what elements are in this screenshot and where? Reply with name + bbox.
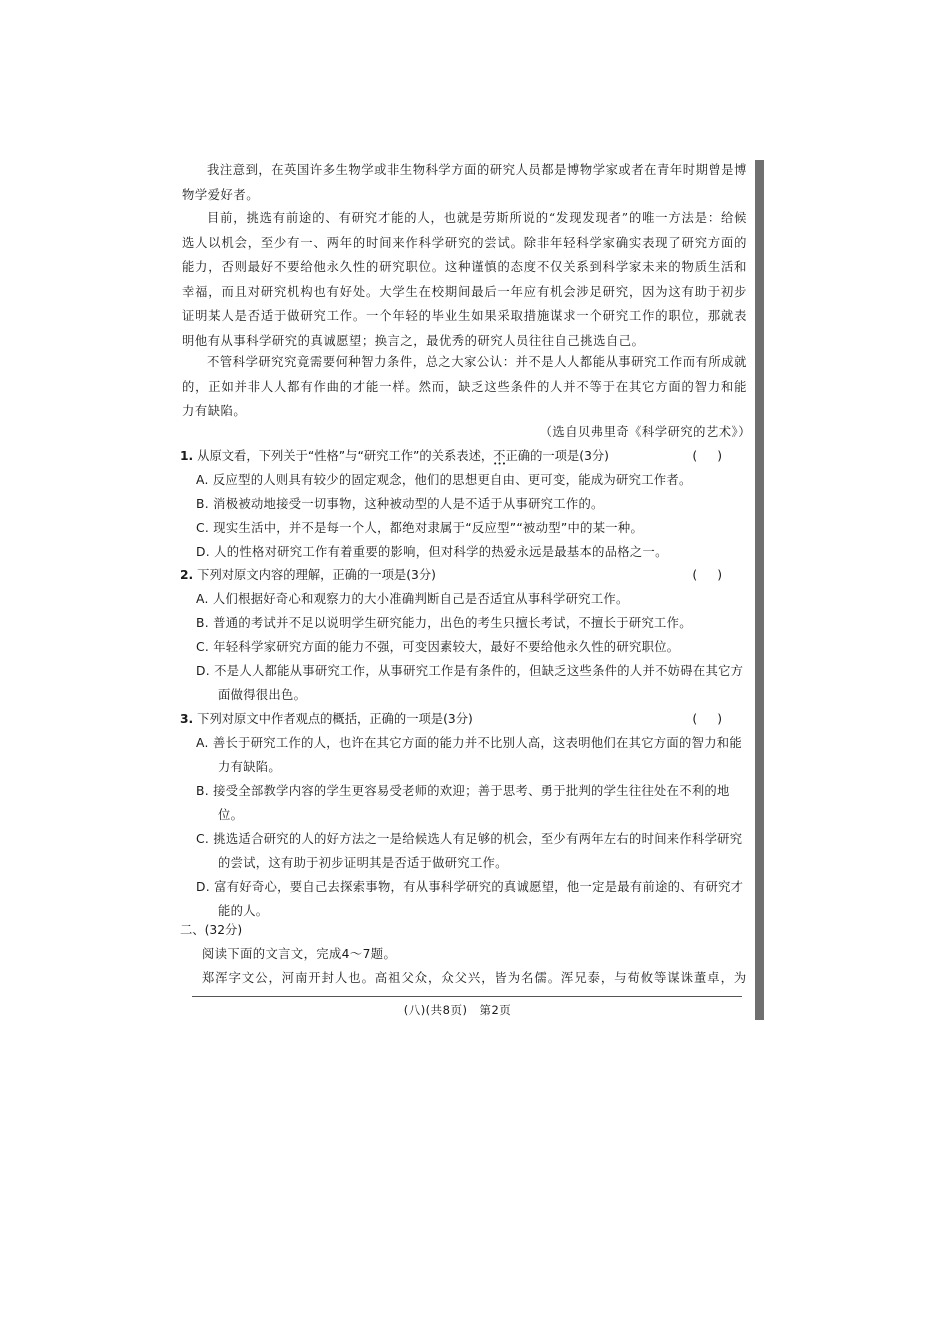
option-c: C. 现实生活中，并不是每一个人，都绝对隶属于“反应型”“被动型”中的某一种。 — [196, 521, 644, 535]
scan-binding-edge — [755, 160, 764, 1020]
option-a: A. 反应型的人则具有较少的固定观念，他们的思想更自由、更可变，能成为研究工作者。 — [196, 473, 692, 487]
option-d: D. 人的性格对研究工作有着重要的影响，但对科学的热爱永远是最基本的品格之一。 — [196, 545, 668, 559]
passage-paragraph-3: 不管科学研究究竟需要何种智力条件，总之大家公认：并不是人人都能从事研究工作而有所成就的，正如并非人人都有作曲的才能一样。然而，缺乏这些条件的人并不等于在其它方面的智力和能力有缺陷。 — [182, 355, 747, 418]
question-number: 2. — [180, 568, 194, 582]
passage-paragraph-1: 我注意到，在英国许多生物学或非生物科学方面的研究人员都是博物学家或者在青年时期曾是博物学爱好者。 — [182, 163, 747, 202]
question-number: 1. — [180, 449, 194, 463]
question-1 — [180, 444, 750, 564]
emphasized-text: 不正确 • • • — [493, 444, 530, 468]
answer-blank: () — [692, 449, 742, 463]
option-c: C. 年轻科学家研究方面的能力不强，可变因素较大，最好不要给他永久性的研究职位。 — [196, 640, 680, 654]
section-heading: 二、(32分) — [180, 923, 243, 937]
page-footer: (八)(共8页) 第2页 — [403, 1003, 512, 1017]
option-d: D. 富有好奇心，要自己去探索事物，有从事科学研究的真诚愿望，他一定是最有前途的、有研究才能的人。 — [196, 880, 744, 918]
option-a: A. 善长于研究工作的人，也许在其它方面的能力并不比别人高，这表明他们在其它方面的智力和能力有缺陷。 — [196, 736, 742, 774]
question-2 — [180, 563, 750, 707]
option-b: B. 消极被动地接受一切事物，这种被动型的人是不适于从事研究工作的。 — [196, 497, 604, 511]
question-stem — [180, 707, 750, 731]
passage-paragraph-2: 目前，挑选有前途的、有研究才能的人，也就是劳斯所说的“发现发现者”的唯一方法是：给候选人以机会，至少有一、两年的时间来作科学研究的尝试。除非年轻科学家确实表现了研究方面的能力，否则最好不要给他永久性的研究职位。这种谨慎的态度不仅关系到科学家未来的物质生活和幸福，而且对研究机构也有好处。大学生在校期间最后一年应有机会涉足研究，因为这有助于初步证明某人是否适于做研究工作。一个年轻的毕业生如果采取措施谋求一个研究工作的职位，那就表明他有从事科学研究的真诚愿望；换言之，最优秀的研究人员往往自己挑选自己。 — [182, 211, 747, 348]
stem-text: 下列对原文中作者观点的概括，正确的一项是(3分) — [197, 712, 473, 726]
stem-text-tail: 的一项是(3分) — [530, 449, 609, 463]
question-stem — [180, 563, 750, 587]
stem-text: 下列对原文内容的理解，正确的一项是(3分) — [197, 568, 436, 582]
option-b: B. 接受全部教学内容的学生更容易受老师的欢迎；善于思考、勇于批判的学生往往处在不利的地位。 — [196, 784, 730, 822]
answer-blank: () — [692, 568, 742, 582]
option-a: A. 人们根据好奇心和观察力的大小准确判断自己是否适宜从事科学研究工作。 — [196, 592, 629, 606]
option-b: B. 普通的考试并不足以说明学生研究能力，出色的考生只擅长考试，不擅长于研究工作。 — [196, 616, 692, 630]
question-stem — [180, 444, 750, 468]
footer-divider — [192, 996, 742, 997]
question-number: 3. — [180, 712, 194, 726]
exam-page — [160, 150, 755, 1020]
answer-blank: () — [692, 712, 742, 726]
passage-source: （选自贝弗里奇《科学研究的艺术》） — [539, 425, 751, 439]
classical-text-line: 郑浑字文公，河南开封人也。高祖父众，众父兴，皆为名儒。浑兄泰，与荀攸等谋诛董卓，为 — [202, 971, 747, 985]
question-3 — [180, 707, 750, 923]
section-instruction: 阅读下面的文言文，完成4～7题。 — [202, 947, 397, 961]
option-c: C. 挑选适合研究的人的好方法之一是给候选人有足够的机会，至少有两年左右的时间来作科学研究的尝试，这有助于初步证明其是否适于做研究工作。 — [196, 832, 743, 870]
stem-text: 从原文看，下列关于“性格”与“研究工作”的关系表述， — [197, 449, 494, 463]
option-d: D. 不是人人都能从事研究工作，从事研究工作是有条件的，但缺乏这些条件的人并不妨碍在其它方面做得很出色。 — [196, 664, 744, 702]
